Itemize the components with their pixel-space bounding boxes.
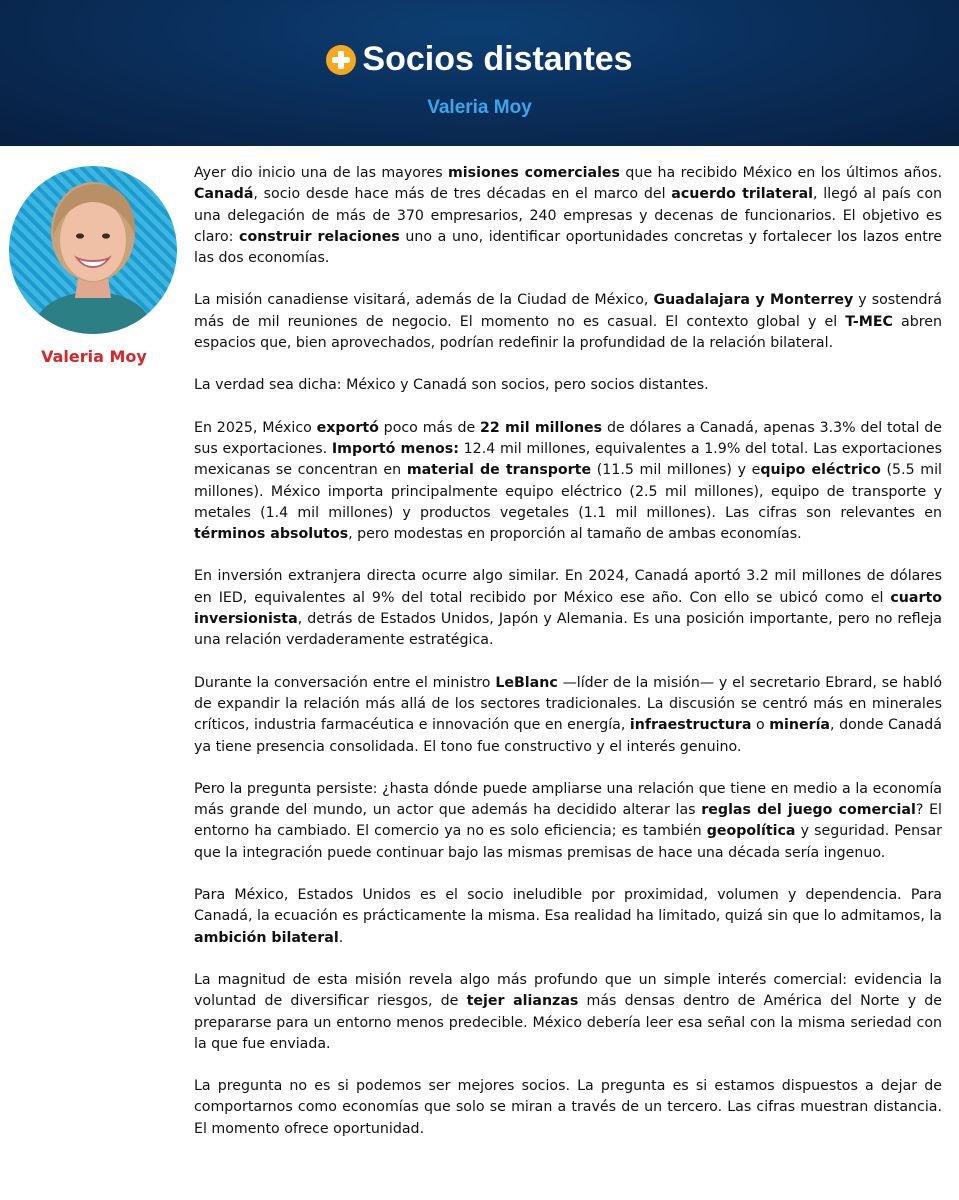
text-run: (5.5 mil millones). México importa principalmente equipo eléctrico (2.5 mil millones), equipo de transporte y metales (1.4 mil millones) y productos vegetales (1.1 mil millones). Las cifras son relevantes en: [194, 462, 942, 521]
title-row: [0, 40, 959, 79]
article-paragraph: [194, 673, 942, 758]
text-run: de dólares a Canadá, apenas 3.3% del total de sus exportaciones.: [194, 419, 942, 457]
article-body: [194, 163, 942, 1140]
plus-circle-icon: [326, 45, 356, 75]
text-run: abren espacios que, bien aprovechados, podrían redefinir la profundidad de la relación bilateral.: [194, 313, 943, 352]
text-run: , detrás de Estados Unidos, Japón y Alemania. Es una posición importante, pero no refleja una relación verdaderamente estratégica.: [194, 611, 942, 649]
bold-run: material de transporte: [406, 462, 592, 479]
bold-run: Importó menos:: [331, 440, 459, 457]
bold-run: misiones comerciales: [447, 165, 621, 181]
text-run: .: [338, 929, 344, 946]
text-run: , donde Canadá ya tiene presencia consolidada. El tono fue constructivo y el interés genuino.: [194, 717, 943, 755]
article-paragraph: [194, 566, 942, 651]
bold-run: acuerdo trilateral: [671, 186, 814, 203]
text-run: Para México, Estados Unidos es el socio ineludible por proximidad, volumen y dependencia. Para Canadá, la ecuación es prácticamente la misma. Esa realidad ha limitado, quizá sin que lo admitamos, la: [194, 887, 942, 925]
article-paragraph: [194, 418, 942, 546]
author-avatar: [9, 166, 177, 334]
article-paragraph: [194, 163, 942, 269]
text-run: (11.5 mil millones) y e: [591, 462, 761, 479]
header-byline: Valeria Moy: [427, 97, 532, 118]
text-run: La magnitud de esta misión revela algo más profundo que un simple interés comercial: evidencia la voluntad de diversificar riesgos, de: [194, 971, 942, 1010]
text-run: Durante la conversación entre el ministro: [194, 674, 496, 691]
bold-run: LeBlanc: [495, 674, 558, 691]
text-run: En inversión extranjera directa ocurre algo similar. En 2024, Canadá aportó 3.2 mil millones de dólares en IED, equivalentes al 9% del total recibido por México ese año. Con ello se ubicó como el: [194, 568, 942, 606]
text-run: ? El entorno ha cambiado. El comercio ya no es solo eficiencia; es también: [194, 802, 942, 840]
article-paragraph: [194, 375, 942, 396]
text-run: y seguridad. Pensar que la integración puede continuar bajo las mismas premisas de hace una década sería ingenuo.: [194, 823, 942, 861]
article-paragraph: [194, 970, 942, 1055]
bold-run: términos absolutos: [194, 526, 349, 543]
text-run: poco más de: [378, 419, 481, 436]
bold-run: geopolítica: [706, 823, 796, 840]
article-paragraph: [194, 290, 942, 354]
text-run: más densas dentro de América del Norte y de prepararse para un entorno menos predecible. México debería leer esa señal con la misma seriedad con la que fue enviada.: [194, 993, 942, 1052]
bold-run: T-MEC: [845, 313, 893, 330]
text-run: , socio desde hace más de tres décadas en el marco del: [253, 186, 672, 203]
bold-run: cuarto inversionista: [194, 589, 942, 628]
article-paragraph: [194, 1076, 942, 1140]
author-name-label: Valeria Moy: [41, 347, 147, 366]
text-run: , llegó al país con una delegación de más de 370 empresarios, 240 empresas y decenas de funcionarios. El objetivo es claro:: [194, 186, 942, 245]
article-paragraph: [194, 779, 942, 864]
text-run: En 2025, México: [194, 419, 317, 436]
article-paragraph: [194, 885, 942, 949]
text-run: Ayer dio inicio una de las mayores: [194, 165, 448, 181]
text-run: y sostendrá más de mil reuniones de negocio. El momento no es casual. El contexto global y el: [194, 292, 942, 330]
bold-run: minería: [769, 717, 831, 734]
text-run: —líder de la misión— y el secretario Ebrard, se habló de expandir la relación más allá de los sectores tradicionales. La discusión se centró más en minerales críticos, industria farmacéutica e innovación que en energía,: [194, 674, 942, 734]
bold-run: ambición bilateral: [194, 929, 339, 946]
text-run: uno a uno, identificar oportunidades concretas y fortalecer los lazos entre las dos economías.: [194, 228, 943, 267]
bold-run: Guadalajara y Monterrey: [653, 292, 854, 309]
bold-run: infraestructura: [629, 717, 752, 734]
text-run: La pregunta no es si podemos ser mejores socios. La pregunta es si estamos dispuestos a dejar de comportarnos como economías que solo se miran a través de un tercero. Las cifras muestran distancia. El momento ofrece oportunidad.: [194, 1078, 942, 1137]
text-run: Pero la pregunta persiste: ¿hasta dónde puede ampliarse una relación que tiene en medio a la economía más grande del mundo, un actor que además ha decidido alterar las: [194, 780, 942, 819]
header-banner: [0, 0, 959, 146]
author-portrait-icon: [9, 166, 177, 334]
text-run: La verdad sea dicha: México y Canadá son socios, pero socios distantes.: [194, 377, 709, 394]
text-run: , pero modestas en proporción al tamaño de ambas economías.: [348, 526, 802, 543]
text-run: 12.4 mil millones, equivalentes a 1.9% del total. Las exportaciones mexicanas se concentran en: [194, 440, 942, 479]
bold-run: 22 mil millones: [480, 419, 603, 436]
bold-run: construir relaciones: [239, 228, 400, 245]
column-title: Socios distantes: [362, 40, 633, 78]
bold-run: tejer alianzas: [466, 993, 579, 1010]
bold-run: reglas del juego comercial: [701, 802, 916, 819]
text-run: o: [751, 717, 770, 734]
text-run: La misión canadiense visitará, además de la Ciudad de México,: [194, 292, 654, 309]
bold-run: Canadá: [194, 186, 254, 203]
bold-run: quipo eléctrico: [760, 462, 881, 479]
bold-run: exportó: [316, 419, 379, 436]
text-run: que ha recibido México en los últimos años.: [620, 165, 942, 181]
